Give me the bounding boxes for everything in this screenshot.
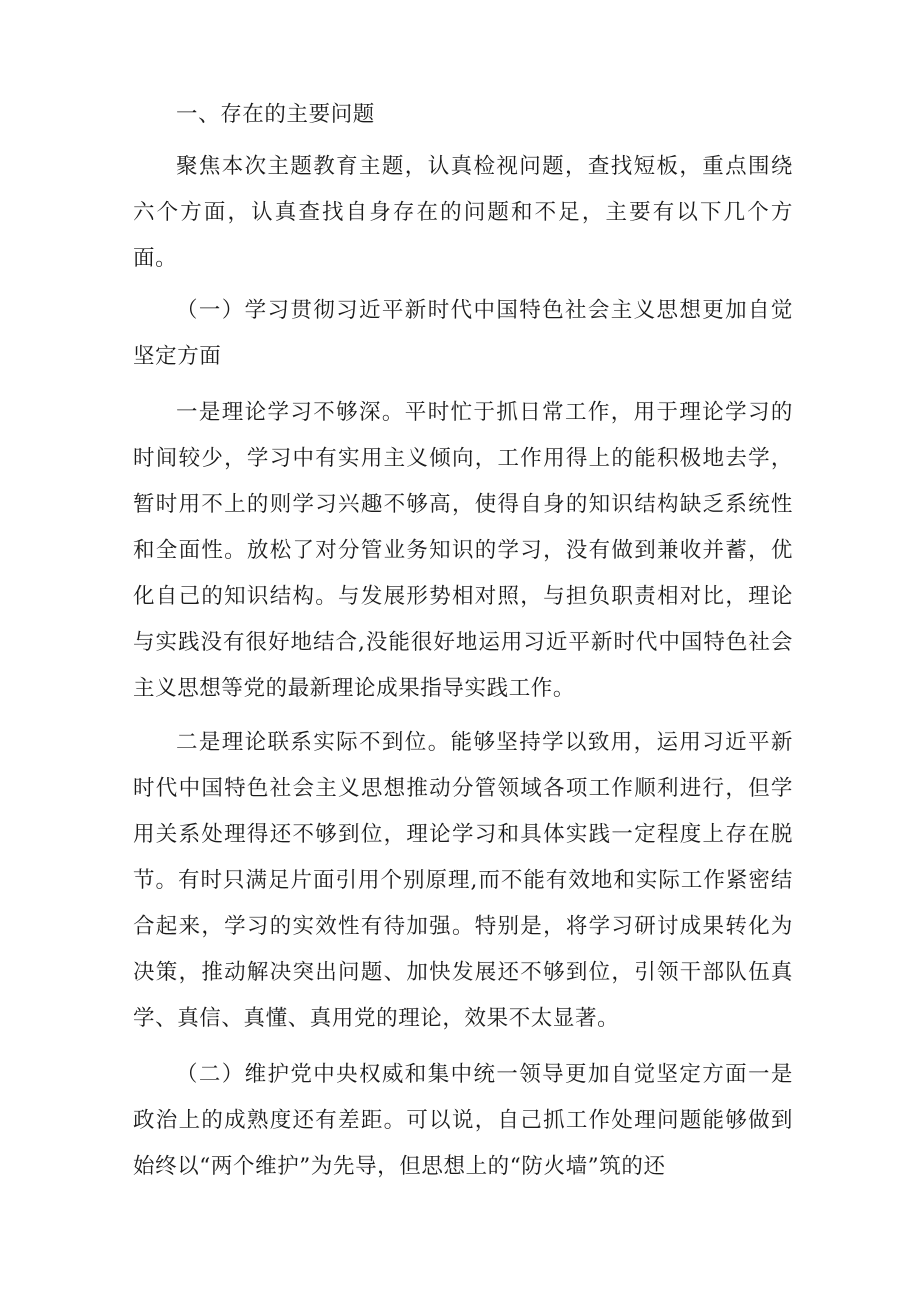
intro-paragraph: 聚焦本次主题教育主题，认真检视问题，查找短板，重点围绕六个方面，认真查找自身存在的问题和不足，主要有以下几个方面。 (133, 154, 793, 271)
section-heading-main: 一、存在的主要问题 (176, 102, 375, 127)
section-1-point-2: 二是理论联系实际不到位。能够坚持学以致用，运用习近平新时代中国特色社会主义思想推动分管领域各项工作顺利进行，但学用关系处理得还不够到位，理论学习和具体实践一定程度上存在脱节。有时只满足片面引用个别原理,而不能有效地和实际工作紧密结合起来，学习的实效性有待加强。特别是，将学习研讨成果转化为决策，推动解决突出问题、加快发展还不够到位，引领干部队伍真学、真信、真懂、真用党的理论，效果不太显著。 (133, 730, 793, 1031)
section-1-point-1: 一是理论学习不够深。平时忙于抓日常工作，用于理论学习的时间较少，学习中有实用主义倾向，工作用得上的能积极地去学，暂时用不上的则学习兴趣不够高，使得自身的知识结构缺乏系统性和全面性。放松了对分管业务知识的学习，没有做到兼收并蓄，优化自己的知识结构。与发展形势相对照，与担负职责相对比，理论与实践没有很好地结合,没能很好地运用习近平新时代中国特色社会主义思想等党的最新理论成果指导实践工作。 (133, 400, 793, 701)
document-body (133, 92, 793, 1190)
section-2-paragraph: （二）维护党中央权威和集中统一领导更加自觉坚定方面一是政治上的成熟度还有差距。可以说，自己抓工作处理问题能够做到始终以“两个维护”为先导，但思想上的“防火墙”筑的还 (133, 1062, 793, 1179)
section-1-title: （一）学习贯彻习近平新时代中国特色社会主义思想更加自觉坚定方面 (133, 298, 793, 369)
